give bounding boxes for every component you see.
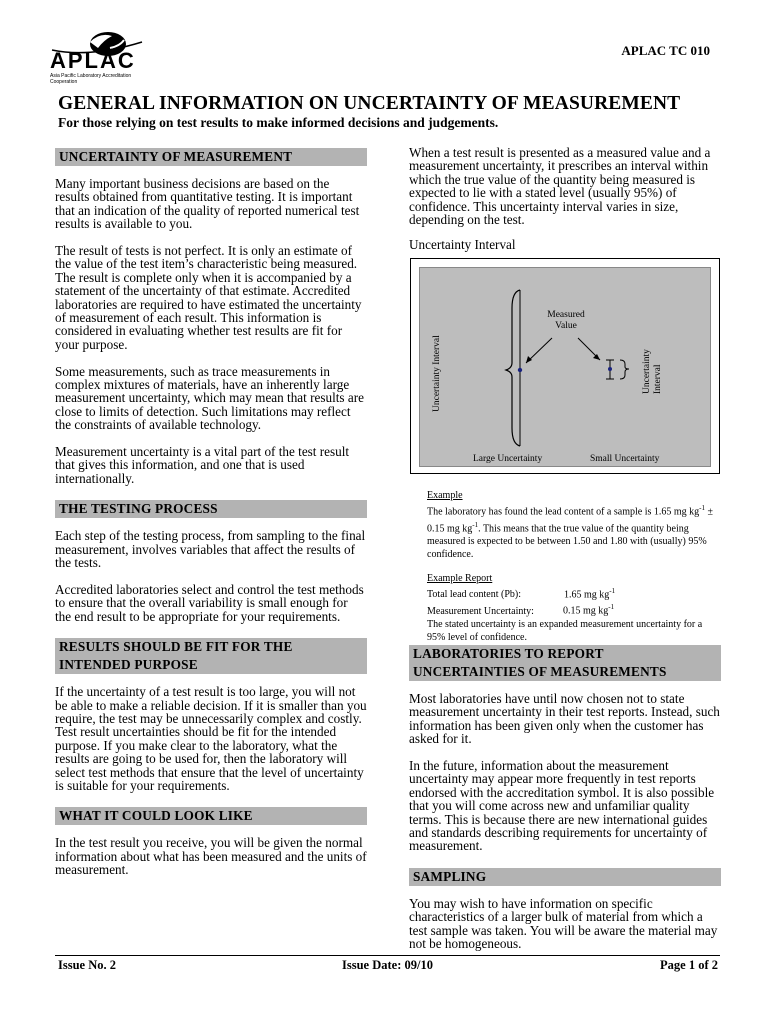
example-block: Example The laboratory has found the lead content of a sample is 1.65 mg $kg^{-1} \pm 0.15$ mg $kg^{-1}$. This means that the true value of the quantity being measured is expected to be between 1.50 and 1.80 with (usually) 95% confidence. Example Report Total lead content (Pb): 1.65 mg $kg^{-1}$ Measurement Uncertainty: 0.15 mg $kg^{-1}$ The stated uncertainty is an expanded measurement uncertainty for a 95% level of confidence. <box>427 489 719 644</box>
page-title: GENERAL INFORMATION ON UNCERTAINTY OF MEASUREMENT <box>58 93 681 114</box>
paragraph: Most laboratories have until now chosen not to state measurement uncertainty in their test reports. Instead, such information has been given only when the customer has asked for it. <box>409 691 720 747</box>
paragraph: In the future, information about the measurement uncertainty may appear more frequently in test reports endorsed with the accreditation symbol. It is also possible that you will come across new and unfamiliar quality terms. This is because there are new international guides and standards describing requirements for uncertainty of measurement. <box>409 758 715 854</box>
large-measured-point <box>518 368 522 372</box>
report-row-lead: Total lead content (Pb): 1.65 mg $kg^{-1}$ <box>427 586 616 601</box>
paragraph: If the uncertainty of a test result is too large, you will not be able to make a reliable decision. If it is smaller than you require, the test may be unnecessarily complex and costly. Test result uncertainties should be fit for the intended purpose. If you make clear to the laboratory, what the results are going to be used for, then the laboratory will select test methods that ensure that the level of uncertainty is suitable for your requirements. <box>55 684 367 793</box>
uncertainty-interval-diagram <box>410 258 720 474</box>
footer-divider <box>55 955 720 956</box>
paragraph: Measurement uncertainty is a vital part of the test result that gives this information, and one that is used internationally. <box>55 444 350 486</box>
large-axis-label: Uncertainty Interval <box>432 335 442 412</box>
large-uncertainty-label: Large Uncertainty <box>473 454 543 464</box>
small-uncertainty-label: Small Uncertainty <box>590 454 660 464</box>
diagram-caption: Uncertainty Interval <box>409 237 516 253</box>
footer-date: Issue Date: 09/10 <box>342 958 433 972</box>
section-heading-fit-for-purpose: RESULTS SHOULD BE FIT FOR THE INTENDED PURPOSE <box>55 638 367 674</box>
small-measured-point <box>608 367 612 371</box>
paragraph: Many important business decisions are based on the results obtained from quantitative testing. It is important that an indication of the quality of reported numerical test results is available to you. <box>55 176 360 232</box>
paragraph: The result of tests is not perfect. It is only an estimate of the value of the test item’s characteristic being measured. The result is complete only when it is accompanied by a statement of the uncertainty of that estimate. Accredited laboratories are required to have estimated the uncertainty of measurement of each result. This information is considered in evaluating whether test results are fit for your purpose. <box>55 243 362 352</box>
section-heading-sampling: SAMPLING <box>409 868 721 886</box>
logo-subtext: Asia Pacific Laboratory Accreditation Cooperation <box>50 73 132 85</box>
document-reference: APLAC TC 010 <box>621 43 710 58</box>
report-note: The stated uncertainty is an expanded measurement uncertainty for a 95% level of confidence. <box>427 618 703 644</box>
small-bracket <box>620 360 629 379</box>
diagram-graphic <box>420 268 710 466</box>
paragraph: Each step of the testing process, from sampling to the final measurement, involves variables that affect the results of the tests. <box>55 528 366 571</box>
right-column-lower <box>409 645 721 964</box>
paragraph: Some measurements, such as trace measurements in complex mixtures of materials, have an inherently large measurement uncertainty, which may mean that results are close to limits of detection. Such limitations may reflect the constraints of available technology. <box>55 363 364 433</box>
diagram-panel <box>419 267 711 467</box>
section-heading-testing-process: THE TESTING PROCESS <box>55 500 367 518</box>
paragraph: When a test result is presented as a measured value and a measurement uncertainty, it prescribes an interval within which the true value of the quantity being measured is expected to lie with a stated level (usually 95%) of confidence. This uncertainty interval varies in size, depending on the test. <box>409 145 711 228</box>
page-subtitle: For those relying on test results to make informed decisions and judgements. <box>58 115 499 130</box>
large-bracket <box>506 290 520 446</box>
right-column <box>409 146 721 252</box>
small-axis-label: Uncertainty Interval <box>642 349 663 394</box>
measured-value-label: Measured Value <box>547 310 585 331</box>
section-heading-uncertainty: UNCERTAINTY OF MEASUREMENT <box>55 148 367 166</box>
section-heading-what-it-could-look-like: WHAT IT COULD LOOK LIKE <box>55 807 367 825</box>
logo-text: APLAC <box>50 48 136 73</box>
left-column <box>55 148 367 890</box>
footer-page: Page 1 of 2 <box>660 958 718 972</box>
example-report-label: Example Report <box>427 572 493 584</box>
footer-issue: Issue No. 2 <box>58 958 116 972</box>
paragraph: In the test result you receive, you will be given the normal information about what has been measured and the units of measurement. <box>55 835 367 878</box>
paragraph: Accredited laboratories select and control the test methods to ensure that the overall variability is small enough for the end result to be appropriate for your requirements. <box>55 581 364 624</box>
example-label: Example <box>427 490 463 501</box>
section-heading-laboratories-report: LABORATORIES TO REPORT UNCERTAINTIES OF MEASUREMENTS <box>409 645 721 681</box>
paragraph: You may wish to have information on specific characteristics of a larger bulk of material from which a test sample was taken. You will be aware the material may not be homogeneous. <box>409 895 718 952</box>
report-row-uncertainty: Measurement Uncertainty: 0.15 mg $kg^{-1}$ <box>427 603 615 617</box>
